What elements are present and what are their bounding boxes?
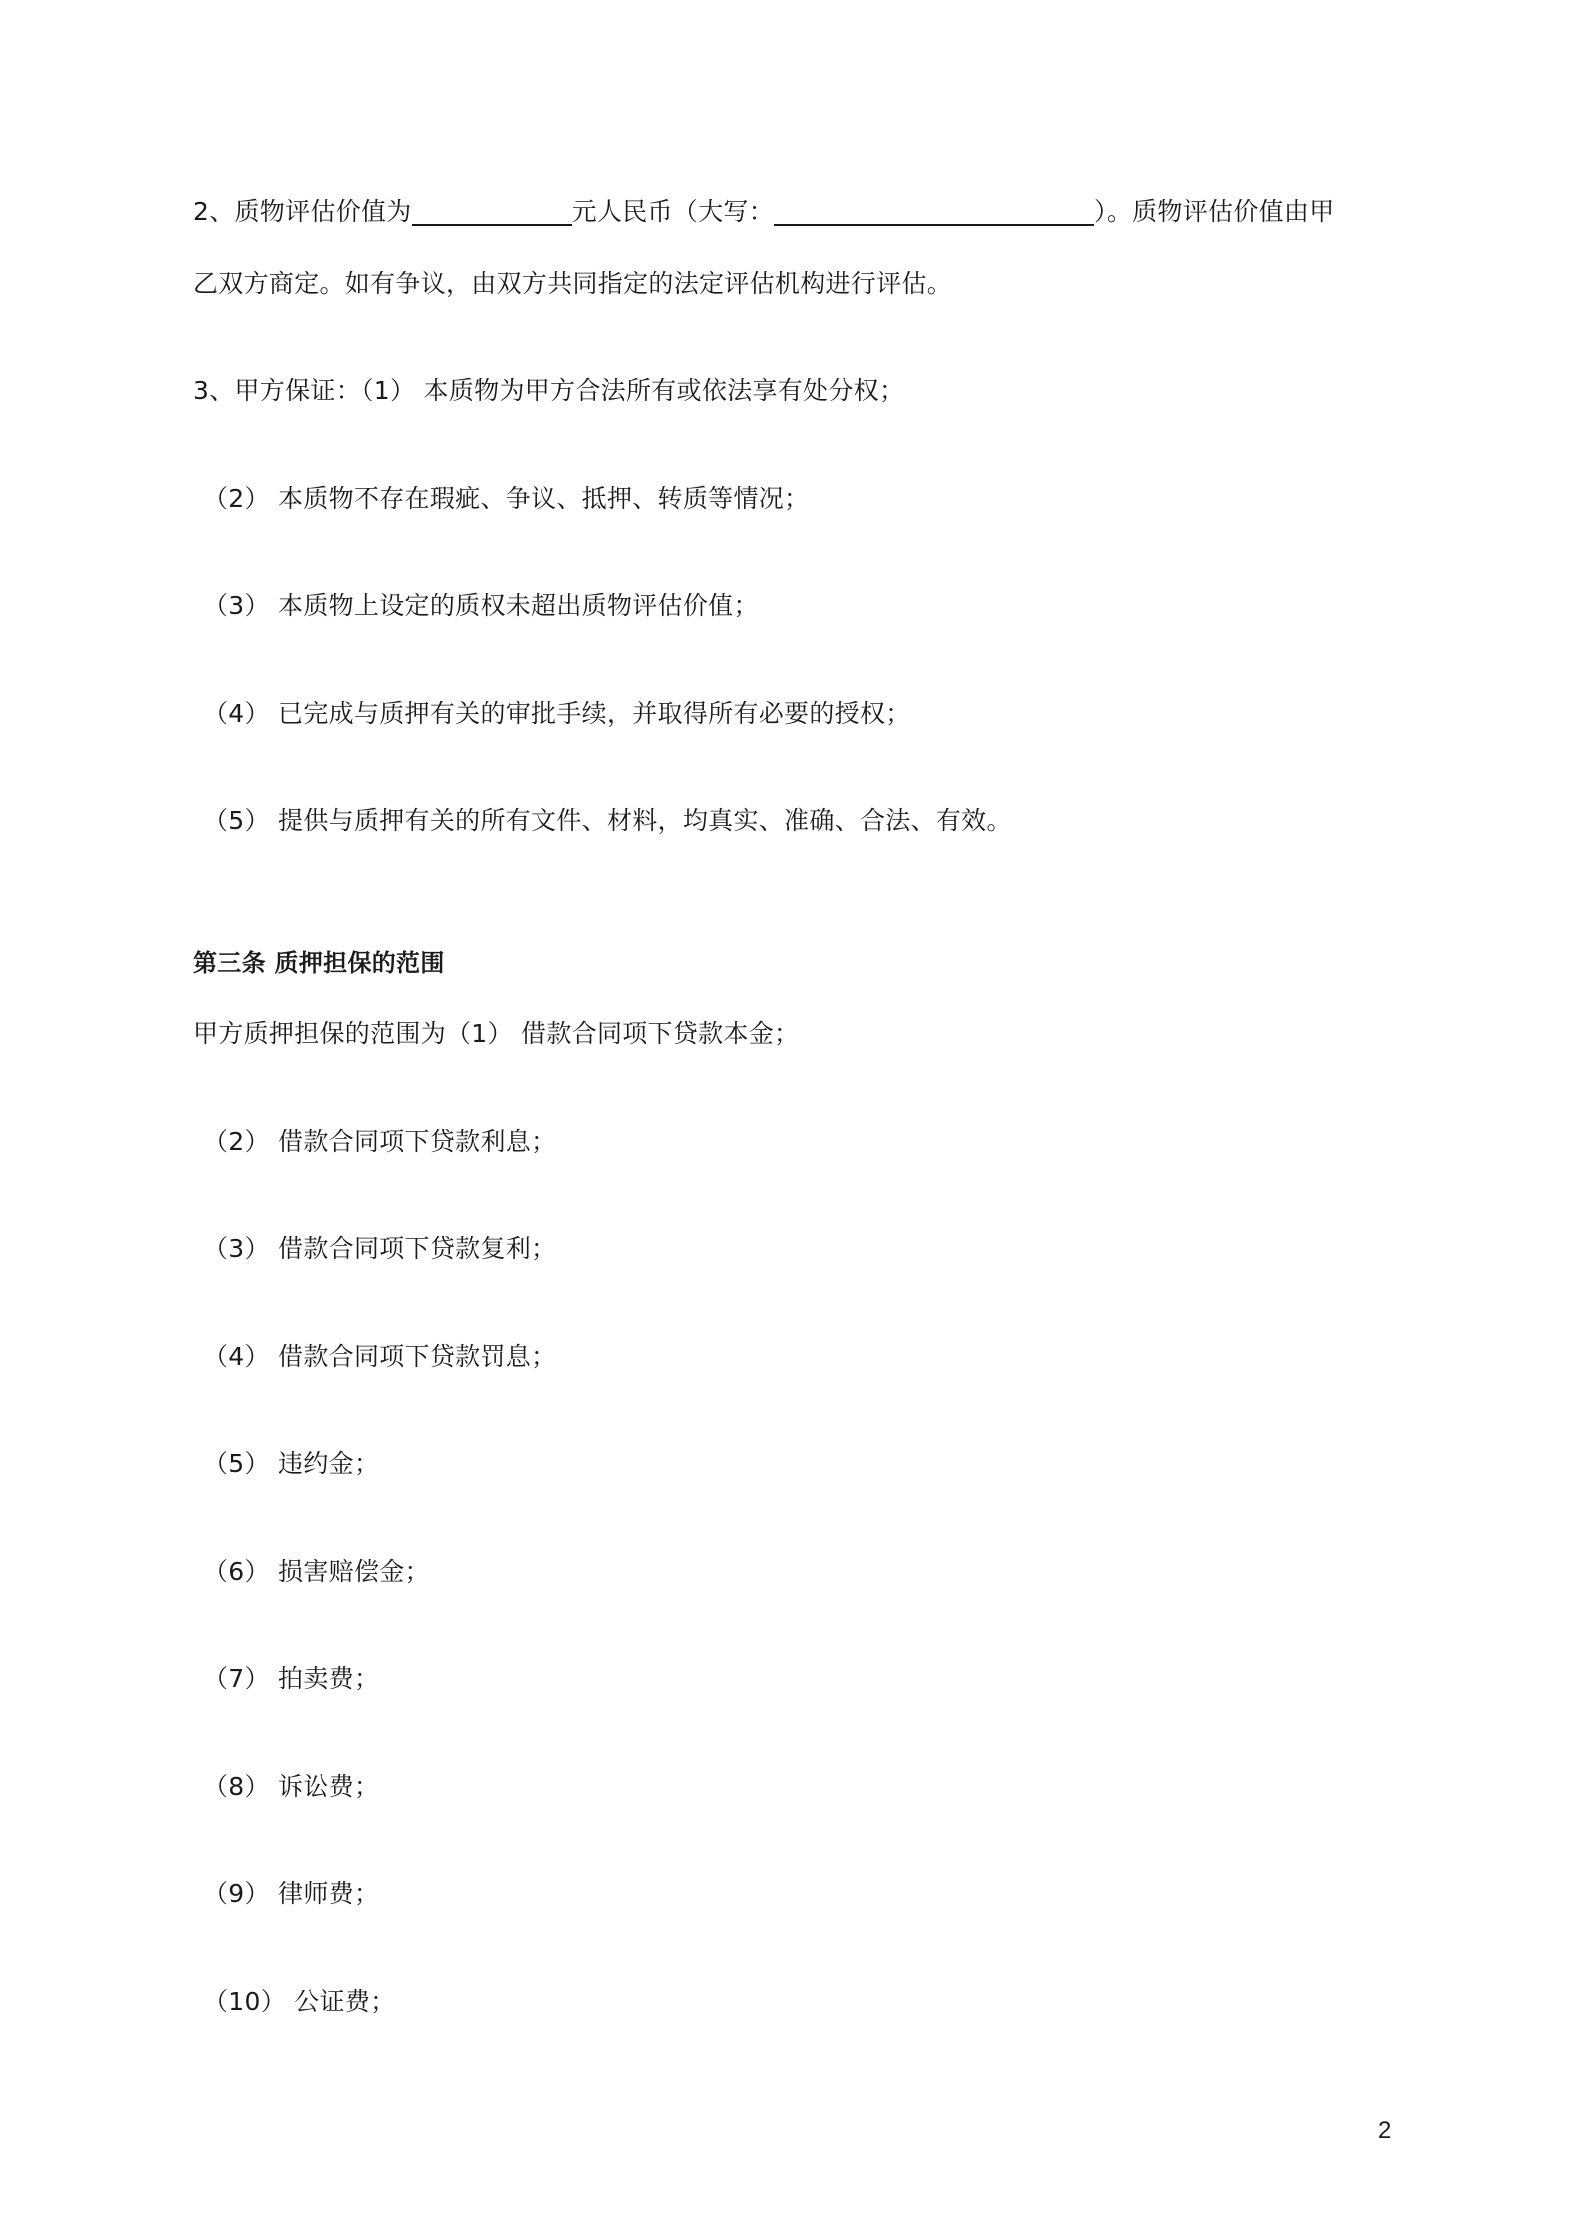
guarantee-item: （2） 本质物不存在瑕疵、争议、抵押、转质等情况； (203, 484, 810, 513)
article-3-intro: 甲方质押担保的范围为（1） 借款合同项下贷款本金； (193, 1019, 800, 1048)
clause-2-line-1 (193, 194, 1335, 230)
scope-item: （2） 借款合同项下贷款利息； (203, 1127, 557, 1156)
scope-item: （8） 诉讼费； (203, 1772, 380, 1801)
scope-item: （9） 律师费； (203, 1879, 380, 1908)
article-3-heading: 第三条 质押担保的范围 (193, 949, 445, 977)
scope-item: （3） 借款合同项下贷款复利； (203, 1234, 557, 1263)
scope-item: （4） 借款合同项下贷款罚息； (203, 1342, 557, 1371)
clause-2-text-c: ）。质物评估价值由甲 (1094, 197, 1335, 226)
amount-in-words-blank (774, 198, 1094, 226)
scope-item: （10） 公证费； (203, 1987, 396, 2016)
guarantee-item: （4） 已完成与质押有关的审批手续，并取得所有必要的授权； (203, 699, 911, 728)
scope-item: （7） 拍卖费； (203, 1664, 380, 1693)
scope-item: （5） 违约金； (203, 1449, 380, 1478)
page-number: 2 (1378, 2117, 1392, 2144)
guarantee-item: （5） 提供与质押有关的所有文件、材料，均真实、准确、合法、有效。 (203, 806, 1012, 835)
clause-2-line-2: 乙双方商定。如有争议，由双方共同指定的法定评估机构进行评估。 (193, 269, 953, 298)
scope-item: （6） 损害赔偿金； (203, 1557, 430, 1586)
clause-2-text-b: 元人民币（大写： (571, 197, 775, 226)
valuation-amount-blank (412, 198, 572, 226)
clause-3-line-1: 3、甲方保证：（1） 本质物为甲方合法所有或依法享有处分权； (193, 376, 905, 405)
clause-2-text-a: 2、质物评估价值为 (193, 197, 412, 226)
guarantee-item: （3） 本质物上设定的质权未超出质物评估价值； (203, 591, 759, 620)
